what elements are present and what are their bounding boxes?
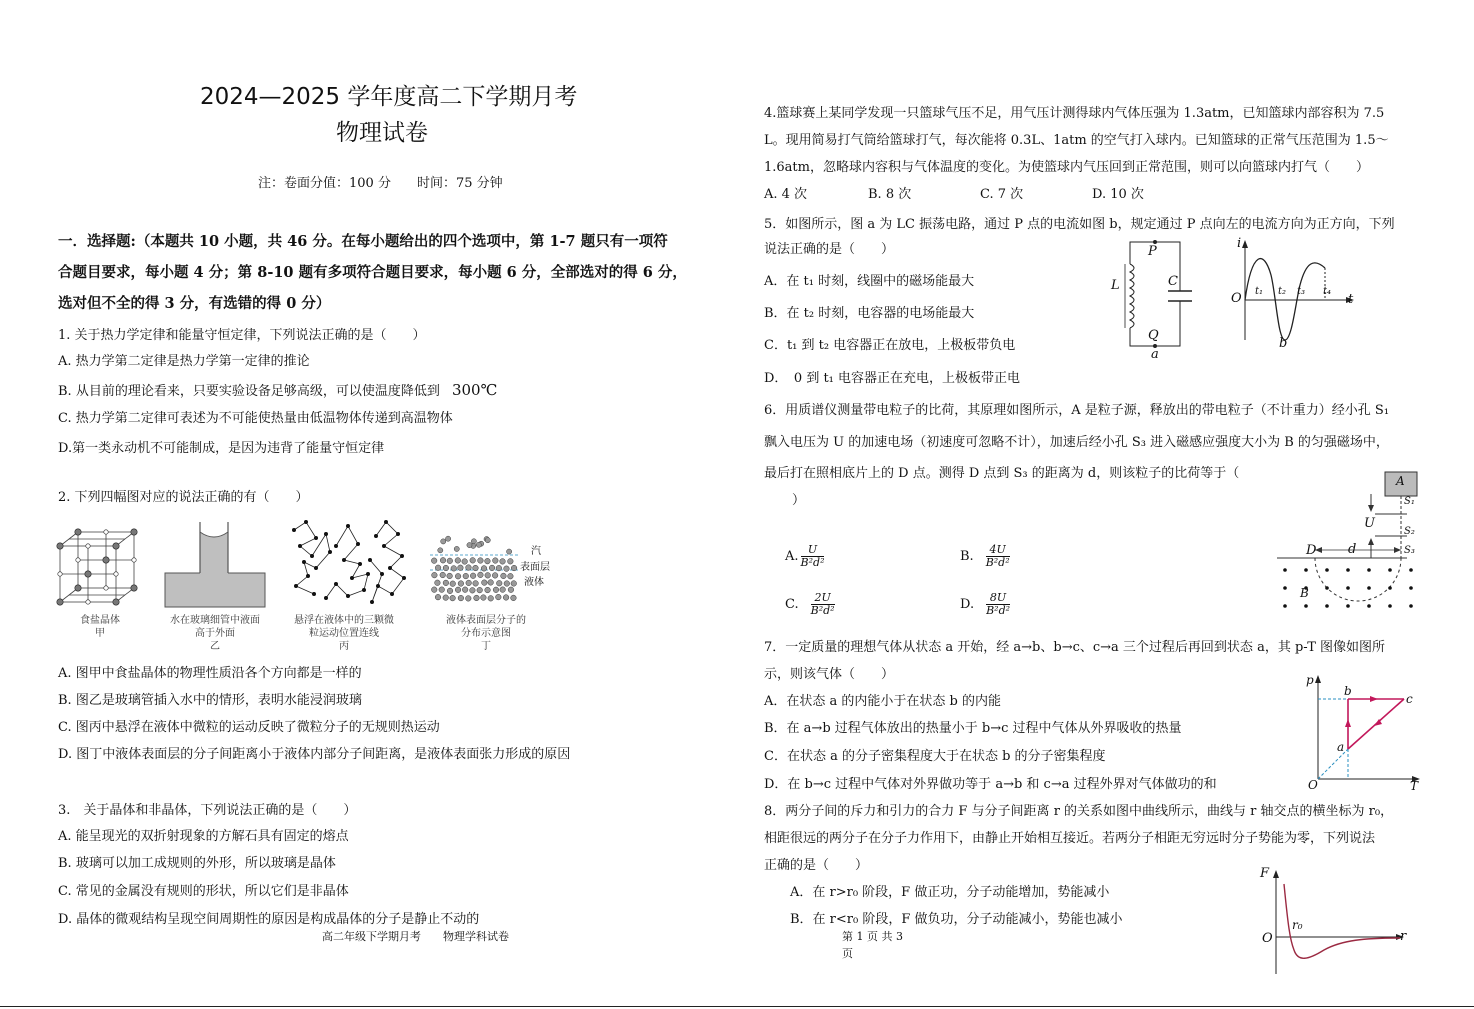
liquid-molecule: [466, 580, 472, 586]
q8-option-a: A．在 r>r₀ 阶段，F 做正功，分子动能增加，势能减小: [790, 885, 1110, 900]
liquid-molecule: [485, 558, 491, 564]
magnetic-field-dot: [1367, 586, 1371, 590]
q4-line1: 4.篮球赛上某同学发现一只篮球气压不足，用气压计测得球内气体压强为 1.3atm，已知篮球内部容积为 7.5: [764, 106, 1385, 121]
liquid-molecule: [485, 573, 491, 579]
q7-option-b: B．在 a→b 过程气体放出的热量小于 b→c 过程中气体从外界吸收的热量: [764, 721, 1182, 736]
pt-label-p: p: [1306, 673, 1314, 687]
graph-label-t2: t₂: [1278, 286, 1287, 297]
fr-label-r: r: [1400, 929, 1407, 944]
liquid-molecule: [496, 580, 502, 586]
graph-label-i: i: [1237, 236, 1242, 251]
figure-caption-ding: 液体表面层分子的分布示意图 丁: [446, 615, 526, 652]
liquid-molecule: [500, 587, 506, 593]
q6-line1: 6．用质谱仪测量带电粒子的比荷，其原理如图所示，A 是粒子源，释放出的带电粒子（不计重力）经小孔 S₁: [764, 403, 1390, 418]
liquid-molecule: [504, 581, 510, 587]
liquid-molecule: [462, 587, 468, 593]
q5-option-d: D． 0 到 t₁ 电容器正在充电，上极板带正电: [764, 371, 1021, 386]
magnetic-field-dot: [1409, 568, 1413, 572]
q7-line1: 7．一定质量的理想气体从状态 a 开始，经 a→b、b→c、c→a 三个过程后再回到状态 a，其 p-T 图像如图所: [764, 640, 1386, 655]
q1-option-b: B. 从目前的理论看来，只要实验设备足够高级，可以使温度降低到 300℃: [58, 381, 498, 399]
surface-molecule: [445, 536, 450, 541]
liquid-molecule: [511, 581, 517, 587]
ms-label-s3: S₃: [1404, 545, 1415, 556]
magnetic-field-dot: [1346, 604, 1350, 608]
liquid-molecule: [511, 565, 517, 571]
q6-line2: 飘入电压为 U 的加速电场（初速度可忽略不计），加速后经小孔 S₃ 进入磁感应强度大小为 B 的匀强磁场中，: [764, 435, 1389, 450]
liquid-molecule: [503, 595, 509, 601]
liquid-molecule: [488, 596, 494, 602]
q7-option-d: D．在 b→c 过程中气体对外界做功等于 a→b 和 c→a 过程外界对气体做功的和: [764, 777, 1217, 792]
liquid-molecule: [435, 594, 441, 600]
lc-label-l: L: [1111, 278, 1120, 293]
section-heading-line1: 一．选择题:（本题共 10 小题，共 46 分。在每小题给出的四个选项中，第 1-7 题只有一项符: [58, 233, 668, 250]
q4-line3: 1.6atm，忽略球内容积与气体温度的变化。为使篮球内气压回到正常范围，则可以向篮球内打气（ ）: [764, 160, 1369, 175]
liquid-molecule: [462, 559, 468, 565]
liquid-molecule: [443, 595, 449, 601]
liquid-molecule: [492, 573, 498, 579]
pt-label-c: c: [1406, 692, 1413, 706]
figure-caption-bing: 悬浮在液体中的三颗微粒运动位置连线 丙: [294, 615, 394, 652]
surface-molecule: [467, 542, 472, 547]
surface-molecule: [507, 549, 512, 554]
surface-label-gas: 汽: [531, 546, 541, 557]
magnetic-field-dot: [1346, 568, 1350, 572]
liquid-molecule: [508, 573, 514, 579]
liquid-molecule: [489, 565, 495, 571]
q2-option-d: D. 图丁中液体表面层的分子间距离小于液体内部分子间距离，是液体表面张力形成的原因: [58, 747, 571, 762]
fr-label-f: F: [1260, 866, 1270, 881]
liquid-molecule: [455, 587, 461, 593]
pt-label-t: T: [1410, 779, 1419, 793]
liquid-molecule: [477, 587, 483, 593]
magnetic-field-dot: [1346, 586, 1350, 590]
magnetic-field-dot: [1283, 604, 1287, 608]
surface-molecule: [485, 538, 490, 543]
liquid-molecule: [481, 566, 487, 572]
current-graph-figure: [1230, 240, 1360, 350]
exam-title: 2024—2025 学年度高二下学期月考: [200, 84, 578, 110]
liquid-molecule: [463, 573, 469, 579]
liquid-molecule: [508, 559, 514, 565]
liquid-molecule: [447, 573, 453, 579]
exam-subtitle: 物理试卷: [336, 120, 428, 146]
liquid-molecule: [450, 581, 456, 587]
lc-label-q: Q: [1148, 328, 1159, 343]
q7-option-c: C．在状态 a 的分子密集程度大于在状态 b 的分子密集程度: [764, 749, 1106, 764]
liquid-molecule: [447, 588, 453, 594]
q8-line3: 正确的是（ ）: [764, 858, 869, 873]
q5-option-b: B．在 t₂ 时刻，电容器的电场能最大: [764, 306, 975, 321]
magnetic-field-dot: [1409, 604, 1413, 608]
magnetic-field-dot: [1304, 604, 1308, 608]
liquid-molecule: [481, 595, 487, 601]
liquid-molecule: [440, 572, 446, 578]
pt-label-o: O: [1308, 778, 1318, 792]
liquid-molecule: [470, 573, 476, 579]
liquid-molecule: [466, 565, 472, 571]
q2-stem: 2. 下列四幅图对应的说法正确的有（ ）: [58, 490, 309, 505]
q3-stem: 3. 关于晶体和非晶体，下列说法正确的是（ ）: [58, 803, 357, 818]
magnetic-field-dot: [1388, 568, 1392, 572]
liquid-molecule: [478, 558, 484, 564]
liquid-molecule: [458, 581, 464, 587]
q7-line2: 示，则该气体（ ）: [764, 667, 895, 682]
liquid-molecule: [458, 595, 464, 601]
liquid-molecule: [504, 566, 510, 572]
surface-molecule: [476, 542, 481, 547]
liquid-molecule: [455, 573, 461, 579]
q1-option-b-value: 300℃: [451, 381, 498, 399]
ms-label-u: U: [1364, 516, 1375, 531]
page-bottom-border: [0, 1006, 1474, 1007]
lc-label-c: C: [1168, 274, 1178, 289]
magnetic-field-dot: [1304, 568, 1308, 572]
q8-line2: 相距很远的两分子在分子力作用下，由静止开始相互接近。若两分子相距无穷远时分子势能为零，下列说法: [764, 831, 1376, 846]
liquid-molecule: [485, 587, 491, 593]
liquid-molecule: [473, 581, 479, 587]
capillary-tube-figure: [164, 522, 266, 608]
magnetic-field-dot: [1409, 586, 1413, 590]
magnetic-field-dot: [1283, 568, 1287, 572]
q6-option-b: B. $\frac{4U}{\text{B²d²}}$: [960, 543, 1010, 569]
q4-option-d: D. 10 次: [1092, 187, 1144, 202]
q8-line1: 8．两分子间的斥力和引力的合力 F 与分子间距离 r 的关系如图中曲线所示，曲线与 r 轴交点的横坐标为 r₀，: [764, 804, 1394, 819]
q6-line3: 最后打在照相底片上的 D 点。测得 D 点到 S₃ 的距离为 d，则该粒子的比荷等于（: [764, 466, 1240, 481]
pt-label-a: a: [1337, 740, 1345, 754]
magnetic-field-dot: [1325, 586, 1329, 590]
liquid-surface-figure: [430, 532, 522, 606]
liquid-molecule: [450, 595, 456, 601]
graph-label-t: t: [1348, 292, 1354, 307]
liquid-molecule: [431, 587, 437, 593]
liquid-molecule: [439, 587, 445, 593]
q6-line4: ）: [792, 493, 806, 508]
liquid-molecule: [455, 558, 461, 564]
q3-option-d: D. 晶体的微观结构呈现空间周期性的原因是构成晶体的分子是静止不动的: [58, 912, 480, 927]
graph-label-o: O: [1231, 291, 1242, 306]
magnetic-field-dot: [1388, 586, 1392, 590]
ms-label-d-point: D: [1306, 543, 1317, 558]
q6-option-a: A. $\frac{U}{\text{B²d²}}$: [785, 543, 825, 569]
surface-molecule: [454, 546, 459, 551]
liquid-molecule: [488, 580, 494, 586]
magnetic-field-dot: [1388, 604, 1392, 608]
q4-line2: L。现用简易打气筒给篮球打气，每次能将 0.3L、1atm 的空气打入球内。已知篮球的正常气压范围为 1.5～: [764, 133, 1389, 148]
q8-option-b: B．在 r<r₀ 阶段，F 做负功，分子动能减小，势能也减小: [790, 912, 1123, 927]
q4-option-b: B. 8 次: [868, 187, 912, 202]
q3-option-a: A. 能呈现光的双折射现象的方解石具有固定的熔点: [58, 829, 349, 844]
magnetic-field-dot: [1367, 604, 1371, 608]
surface-molecule: [438, 548, 443, 553]
salt-crystal-figure: [56, 528, 140, 610]
liquid-molecule: [493, 558, 499, 564]
liquid-molecule: [458, 565, 464, 571]
liquid-molecule: [435, 565, 441, 571]
liquid-molecule: [431, 558, 437, 564]
liquid-molecule: [440, 557, 446, 563]
graph-label-t3: t₃: [1297, 286, 1306, 297]
liquid-molecule: [501, 573, 507, 579]
q2-option-b: B. 图乙是玻璃管插入水中的情形，表明水能浸润玻璃: [58, 693, 362, 708]
figure-caption-yi: 水在玻璃细管中液面高于外面 乙: [170, 615, 260, 652]
liquid-molecule: [473, 565, 479, 571]
q5-line2: 说法正确的是（ ）: [764, 242, 895, 257]
magnetic-field-dot: [1367, 568, 1371, 572]
q4-option-a: A. 4 次: [764, 187, 808, 202]
q5-line1: 5．如图所示，图 a 为 LC 振荡电路，通过 P 点的电流如图 b，规定通过 P 点向左的电流方向为正方向，下列: [764, 217, 1395, 232]
q5-option-a: A．在 t₁ 时刻，线圈中的磁场能最大: [764, 274, 975, 289]
lc-label-a: a: [1151, 347, 1159, 362]
liquid-molecule: [470, 558, 476, 564]
surface-molecule: [471, 539, 476, 544]
ms-label-s1: S₁: [1404, 496, 1415, 507]
ms-label-a: A: [1396, 474, 1405, 488]
liquid-molecule: [451, 566, 457, 572]
liquid-molecule: [500, 559, 506, 565]
q5-option-c: C．t₁ 到 t₂ 电容器正在放电，上极板带负电: [764, 338, 1016, 353]
q6-option-c: C. $\frac{2U}{\text{B²d²}}$: [785, 591, 835, 617]
liquid-molecule: [470, 588, 476, 594]
liquid-molecule: [496, 594, 502, 600]
surface-label-liquid: 液体: [524, 577, 544, 588]
ms-label-b: B: [1300, 586, 1309, 600]
magnetic-field-dot: [1283, 586, 1287, 590]
q4-option-c: C. 7 次: [980, 187, 1024, 202]
figure-caption-jia: 食盐晶体 甲: [80, 615, 120, 639]
footer-left: 高二年级下学期月考 物理学科试卷: [322, 930, 509, 943]
liquid-molecule: [478, 572, 484, 578]
liquid-molecule: [447, 558, 453, 564]
liquid-molecule: [496, 565, 502, 571]
liquid-molecule: [443, 565, 449, 571]
liquid-molecule: [466, 596, 472, 602]
q3-option-b: B. 玻璃可以加工成规则的外形，所以玻璃是晶体: [58, 856, 336, 871]
q1-option-d: D.第一类永动机不可能制成，是因为违背了能量守恒定律: [58, 441, 385, 456]
fr-label-o: O: [1262, 931, 1273, 946]
brownian-motion-figure: [286, 516, 408, 608]
graph-label-t4: t₄: [1323, 286, 1332, 297]
page-number-line1: 第 1 页 共 3: [842, 930, 903, 943]
magnetic-field-dot: [1325, 604, 1329, 608]
liquid-molecule: [443, 580, 449, 586]
ms-label-d-distance: d: [1348, 542, 1357, 557]
section-heading-line3: 选对但不全的得 3 分，有选错的得 0 分）: [58, 295, 331, 312]
exam-note: 注：卷面分值：100 分 时间：75 分钟: [258, 176, 503, 191]
q1-option-a: A. 热力学第二定律是热力学第一定律的推论: [58, 354, 310, 369]
q1-option-c: C. 热力学第二定律可表述为不可能使热量由低温物体传递到高温物体: [58, 411, 453, 426]
lc-label-p: P: [1148, 244, 1157, 259]
q6-option-d: D. $\frac{8U}{\text{B²d²}}$: [960, 591, 1011, 617]
q3-option-c: C. 常见的金属没有规则的形状，所以它们是非晶体: [58, 884, 349, 899]
liquid-molecule: [482, 580, 488, 586]
pt-label-b: b: [1344, 684, 1352, 698]
liquid-molecule: [474, 595, 480, 601]
liquid-molecule: [511, 595, 517, 601]
q7-option-a: A．在状态 a 的内能小于在状态 b 的内能: [764, 694, 1001, 709]
graph-label-b: b: [1279, 336, 1288, 351]
graph-label-t1: t₁: [1255, 286, 1264, 297]
liquid-molecule: [435, 580, 441, 586]
section-heading-line2: 合题目要求，每小题 4 分；第 8-10 题有多项符合题目要求，每小题 6 分，全部选对的得 6 分，: [58, 264, 687, 281]
q2-option-a: A. 图甲中食盐晶体的物理性质沿各个方向都是一样的: [58, 666, 362, 681]
q2-option-c: C. 图丙中悬浮在液体中微粒的运动反映了微粒分子的无规则热运动: [58, 720, 440, 735]
liquid-molecule: [432, 572, 438, 578]
magnetic-field-dot: [1325, 568, 1329, 572]
page-number-line2: 页: [842, 947, 853, 960]
q1-stem: 1. 关于热力学定律和能量守恒定律，下列说法正确的是（ ）: [58, 328, 426, 343]
ms-label-s2: S₂: [1404, 526, 1415, 537]
fr-label-r0: r₀: [1292, 918, 1303, 932]
liquid-molecule: [508, 587, 514, 593]
surface-molecule: [441, 539, 446, 544]
surface-label-layer: 表面层: [520, 562, 550, 573]
liquid-molecule: [493, 587, 499, 593]
